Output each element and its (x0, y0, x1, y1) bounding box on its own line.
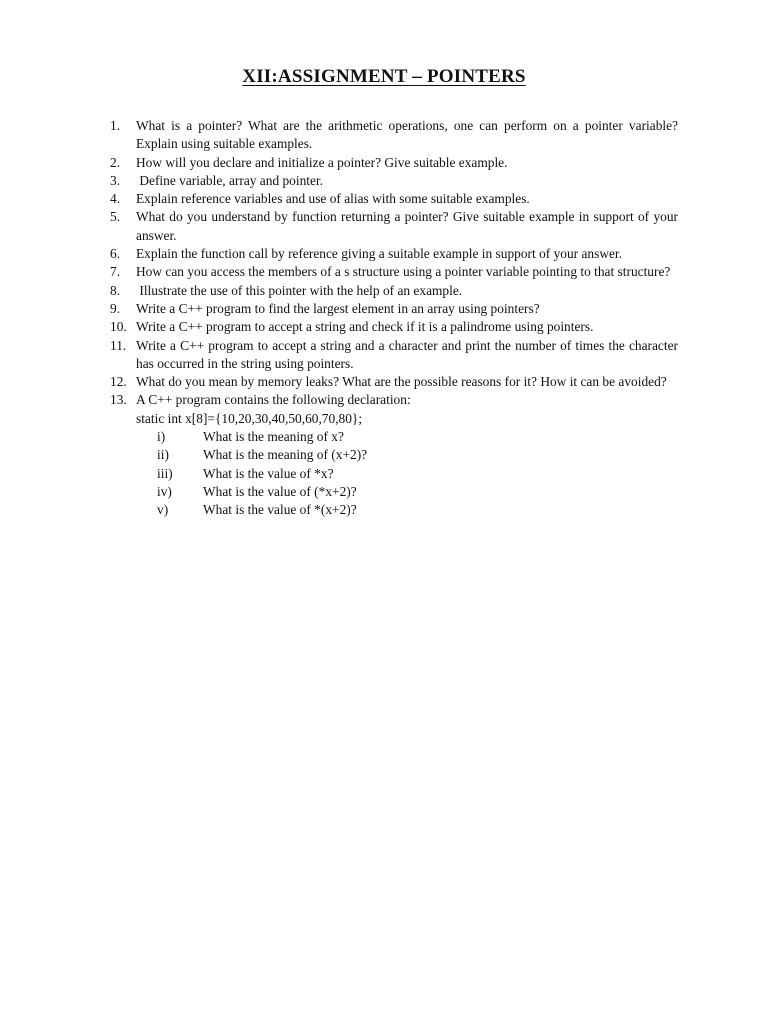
question-number: 5. (110, 209, 121, 225)
question-item (110, 117, 678, 154)
sub-question-item (136, 483, 678, 501)
sub-question-number: iv) (157, 483, 172, 499)
sub-question-text: What is the value of (*x+2)? (203, 483, 357, 499)
question-number: 10. (110, 319, 127, 335)
question-number: 7. (110, 264, 121, 280)
question-text: Write a C++ program to accept a string and check if it is a palindrome using pointers. (136, 319, 594, 335)
question-text: Explain the function call by reference giving a suitable example in support of your answer. (136, 246, 622, 262)
sub-question-list (136, 428, 678, 519)
question-number: 11. (110, 337, 127, 353)
question-text: A C++ program contains the following declaration: (136, 392, 411, 408)
sub-question-text: What is the meaning of x? (203, 429, 344, 445)
question-number: 3. (110, 172, 121, 188)
sub-question-number: ii) (157, 447, 169, 463)
question-text: Illustrate the use of this pointer with the help of an example. (136, 282, 463, 298)
question-number: 1. (110, 118, 121, 133)
question-item (110, 245, 678, 263)
sub-question-text: What is the value of *x? (203, 465, 334, 481)
question-text: What is a pointer? What are the arithmetic operations, one can perform on a pointer variable? Explain using suitable examples. (136, 118, 678, 152)
question-item (110, 190, 678, 208)
page-title: XII:ASSIGNMENT – POINTERS (242, 66, 526, 87)
question-number: 9. (110, 300, 121, 316)
question-item (110, 373, 678, 391)
sub-question-text: What is the value of *(x+2)? (203, 502, 357, 518)
question-number: 4. (110, 191, 121, 207)
question-text: Write a C++ program to accept a string and a character and print the number of times the character has occurred in the string using pointers. (136, 337, 678, 371)
question-text: How can you access the members of a s structure using a pointer variable pointing to that structure? (136, 264, 671, 280)
question-item (110, 208, 678, 245)
question-number: 6. (110, 246, 121, 262)
sub-question-text: What is the meaning of (x+2)? (203, 447, 368, 463)
question-text: What do you mean by memory leaks? What are the possible reasons for it? How it can be avoided? (136, 374, 667, 390)
sub-question-item (136, 446, 678, 464)
question-item (110, 172, 678, 190)
sub-question-number: iii) (157, 465, 173, 481)
question-text: Explain reference variables and use of alias with some suitable examples. (136, 191, 530, 207)
question-text: Define variable, array and pointer. (136, 172, 324, 188)
question-item (110, 318, 678, 336)
sub-question-number: i) (157, 429, 166, 445)
question-text: Write a C++ program to find the largest element in an array using pointers? (136, 300, 540, 316)
question-number: 2. (110, 154, 121, 170)
question-item (110, 391, 678, 519)
question-text: How will you declare and initialize a pointer? Give suitable example. (136, 154, 508, 170)
question-text: What do you understand by function returning a pointer? Give suitable example in support of your answer. (136, 209, 678, 243)
code-declaration: static int x[8]={10,20,30,40,50,60,70,80}; (136, 410, 363, 426)
question-item (110, 154, 678, 172)
sub-question-item (136, 501, 678, 519)
question-number: 8. (110, 282, 121, 298)
sub-question-number: v) (157, 502, 169, 518)
question-number: 12. (110, 374, 127, 390)
sub-question-item (136, 428, 678, 446)
sub-question-item (136, 465, 678, 483)
question-item (110, 337, 678, 374)
question-number: 13. (110, 392, 127, 408)
question-item (110, 300, 678, 318)
question-list (110, 117, 678, 520)
question-item (110, 263, 678, 281)
question-item (110, 282, 678, 300)
